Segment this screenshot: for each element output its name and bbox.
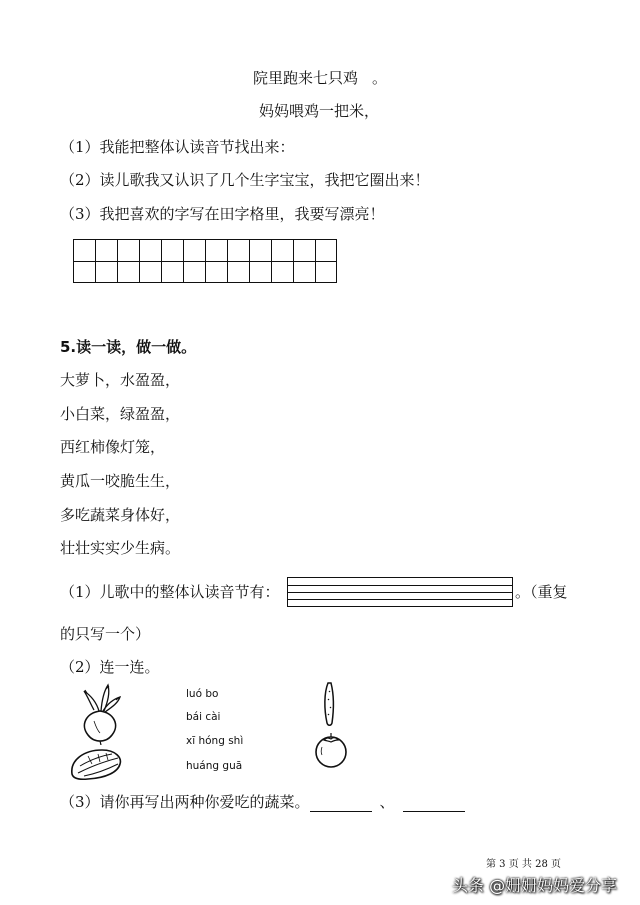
- question-3: （3）请你再写出两种你爱吃的蔬菜。 、: [60, 792, 465, 812]
- task-1-3: （3）我把喜欢的字写在田字格里，我要写漂亮！: [60, 205, 385, 223]
- radish-icon: [74, 683, 126, 745]
- page-number: 第 3 页 共 28 页: [486, 859, 561, 870]
- pinyin-bai-cai: bái cài: [186, 711, 221, 723]
- poem2-line-1: 大萝卜，水盈盈，: [60, 371, 181, 389]
- answer-blank-2[interactable]: [403, 797, 465, 812]
- watermark: 头条 @姗姗妈妈爱分享: [452, 876, 618, 895]
- poem2-line-6: 壮壮实实少生病。: [60, 539, 181, 557]
- question-1-continued: 的只写一个）: [60, 625, 151, 643]
- poem2-line-4: 黄瓜一咬脆生生，: [60, 472, 181, 490]
- question-1-prefix: （1）儿歌中的整体认读音节有：: [60, 583, 280, 601]
- cabbage-icon: [68, 746, 124, 782]
- poem-line-2: 妈妈喂鸡一把米，: [259, 102, 380, 120]
- section-5-heading: 5.读一读，做一做。: [60, 338, 197, 356]
- pinyin-luo-bo: luó bo: [186, 688, 219, 700]
- cucumber-icon: [322, 681, 338, 727]
- poem2-line-5: 多吃蔬菜身体好，: [60, 506, 181, 524]
- poem2-line-2: 小白菜，绿盈盈，: [60, 405, 181, 423]
- tianzige-grid[interactable]: [73, 239, 337, 283]
- task-1-2: （2）读儿歌我又认识了几个生字宝宝，我把它圈出来！: [60, 171, 430, 189]
- question-2: （2）连一连。: [60, 658, 160, 676]
- four-line-writing-box[interactable]: [287, 577, 513, 607]
- answer-blank-1[interactable]: [310, 797, 372, 812]
- question-1-suffix: 。（重复: [515, 583, 568, 601]
- pinyin-huang-gua: huáng guā: [186, 760, 243, 772]
- pinyin-xi-hong-shi: xī hóng shì: [186, 735, 244, 747]
- poem2-line-3: 西红柿像灯笼，: [60, 438, 166, 456]
- poem-line-1: 院里跑来七只鸡 。: [253, 69, 388, 87]
- task-1-1: （1）我能把整体认读音节找出来：: [60, 138, 295, 156]
- tomato-icon: [312, 731, 350, 769]
